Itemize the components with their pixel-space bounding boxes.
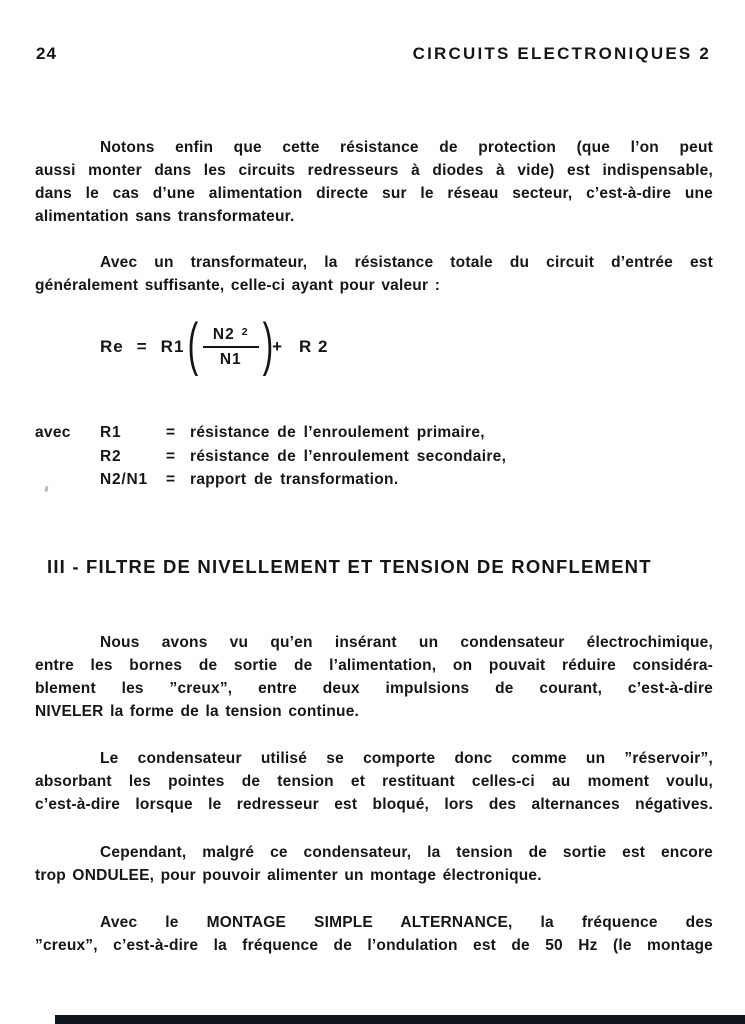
paragraph-line: alimentation sans transformateur.	[35, 208, 295, 225]
section-heading: III - FILTRE DE NIVELLEMENT ET TENSION DE RONFLEMENT	[47, 556, 652, 577]
symbol-definitions	[35, 421, 695, 492]
paragraph-line: NIVELER la forme de la tension continue.	[35, 703, 360, 720]
paragraph-line: trop ONDULEE, pour pouvoir alimenter un montage électronique.	[35, 867, 542, 884]
paragraph-capacitor-reservoir	[35, 747, 713, 816]
definition-equals: =	[166, 471, 176, 488]
open-paren: (	[187, 312, 200, 377]
paragraph-line: aussi monter dans les circuits redresseurs à diodes à vide) est indispensable,	[35, 162, 713, 179]
formula-fraction	[203, 326, 259, 369]
definition-description: rapport de transformation.	[190, 471, 399, 488]
paragraph-line: Cependant, malgré ce condensateur, la tension de sortie est encore	[100, 844, 713, 861]
definition-term: R1	[100, 424, 122, 441]
definition-row	[35, 468, 695, 492]
running-header-title: CIRCUITS ELECTRONIQUES 2	[412, 44, 711, 63]
paragraph-line: Notons enfin que cette résistance de protection (que l’on peut	[100, 139, 713, 156]
paragraph-line: blement les ”creux”, entre deux impulsions de courant, c’est-à-dire	[35, 680, 713, 697]
definition-equals: =	[166, 447, 176, 465]
fraction-numerator: N2	[212, 325, 235, 343]
paragraph-line: Le condensateur utilisé se comporte donc comme un ”réservoir”,	[100, 750, 713, 767]
paragraph-output-ripple	[35, 841, 713, 887]
page-number: 24	[36, 44, 57, 63]
paragraph-line: généralement suffisante, celle-ci ayant pour valeur :	[35, 277, 441, 294]
fraction-denominator: N1	[219, 350, 242, 368]
formula-coefficient: R1	[160, 337, 185, 356]
paragraph-transformer-resistance	[35, 251, 713, 297]
formula-equals: =	[136, 337, 148, 356]
formula-plus: +	[272, 337, 283, 356]
definition-row	[35, 445, 695, 469]
paragraph-line: entre les bornes de sortie de l’alimentation, on pouvait réduire considéra-	[35, 657, 713, 674]
scan-edge-artifact	[55, 1015, 745, 1024]
definition-term: N2/N1	[100, 471, 148, 488]
fraction-exponent: 2	[241, 325, 249, 338]
paragraph-half-wave-frequency	[35, 911, 713, 957]
definition-equals: =	[166, 424, 176, 441]
definition-description: résistance de l’enroulement primaire,	[190, 424, 485, 441]
paragraph-line: dans le cas d’une alimentation directe sur le réseau secteur, c’est-à-dire une	[35, 185, 713, 202]
paragraph-line: ”creux”, c’est-à-dire la fréquence de l’ondulation est de 50 Hz (le montage	[35, 937, 713, 954]
fraction-bar	[203, 346, 259, 348]
definition-term: R2	[100, 447, 122, 465]
definitions-label: avec	[35, 424, 71, 441]
paragraph-line: absorbant les pointes de tension et restituant celles-ci au moment voulu,	[35, 773, 713, 790]
definition-description: résistance de l’enroulement secondaire,	[190, 447, 507, 465]
paragraph-protection-resistance	[35, 136, 713, 228]
paragraph-line: Nous avons vu qu’en insérant un condensateur électrochimique,	[100, 634, 713, 651]
paragraph-line: c’est-à-dire lorsque le redresseur est bloqué, lors des alternances négatives.	[35, 796, 713, 813]
paragraph-line: Avec le MONTAGE SIMPLE ALTERNANCE, la fréquence des	[100, 914, 713, 931]
close-paren: )	[262, 312, 274, 377]
paragraph-capacitor-leveling	[35, 631, 713, 723]
resistance-formula	[100, 312, 329, 378]
formula-addend: R 2	[299, 337, 329, 356]
formula-lhs: Re	[100, 337, 124, 356]
paragraph-line: Avec un transformateur, la résistance totale du circuit d’entrée est	[100, 254, 713, 271]
definition-row	[35, 421, 695, 445]
